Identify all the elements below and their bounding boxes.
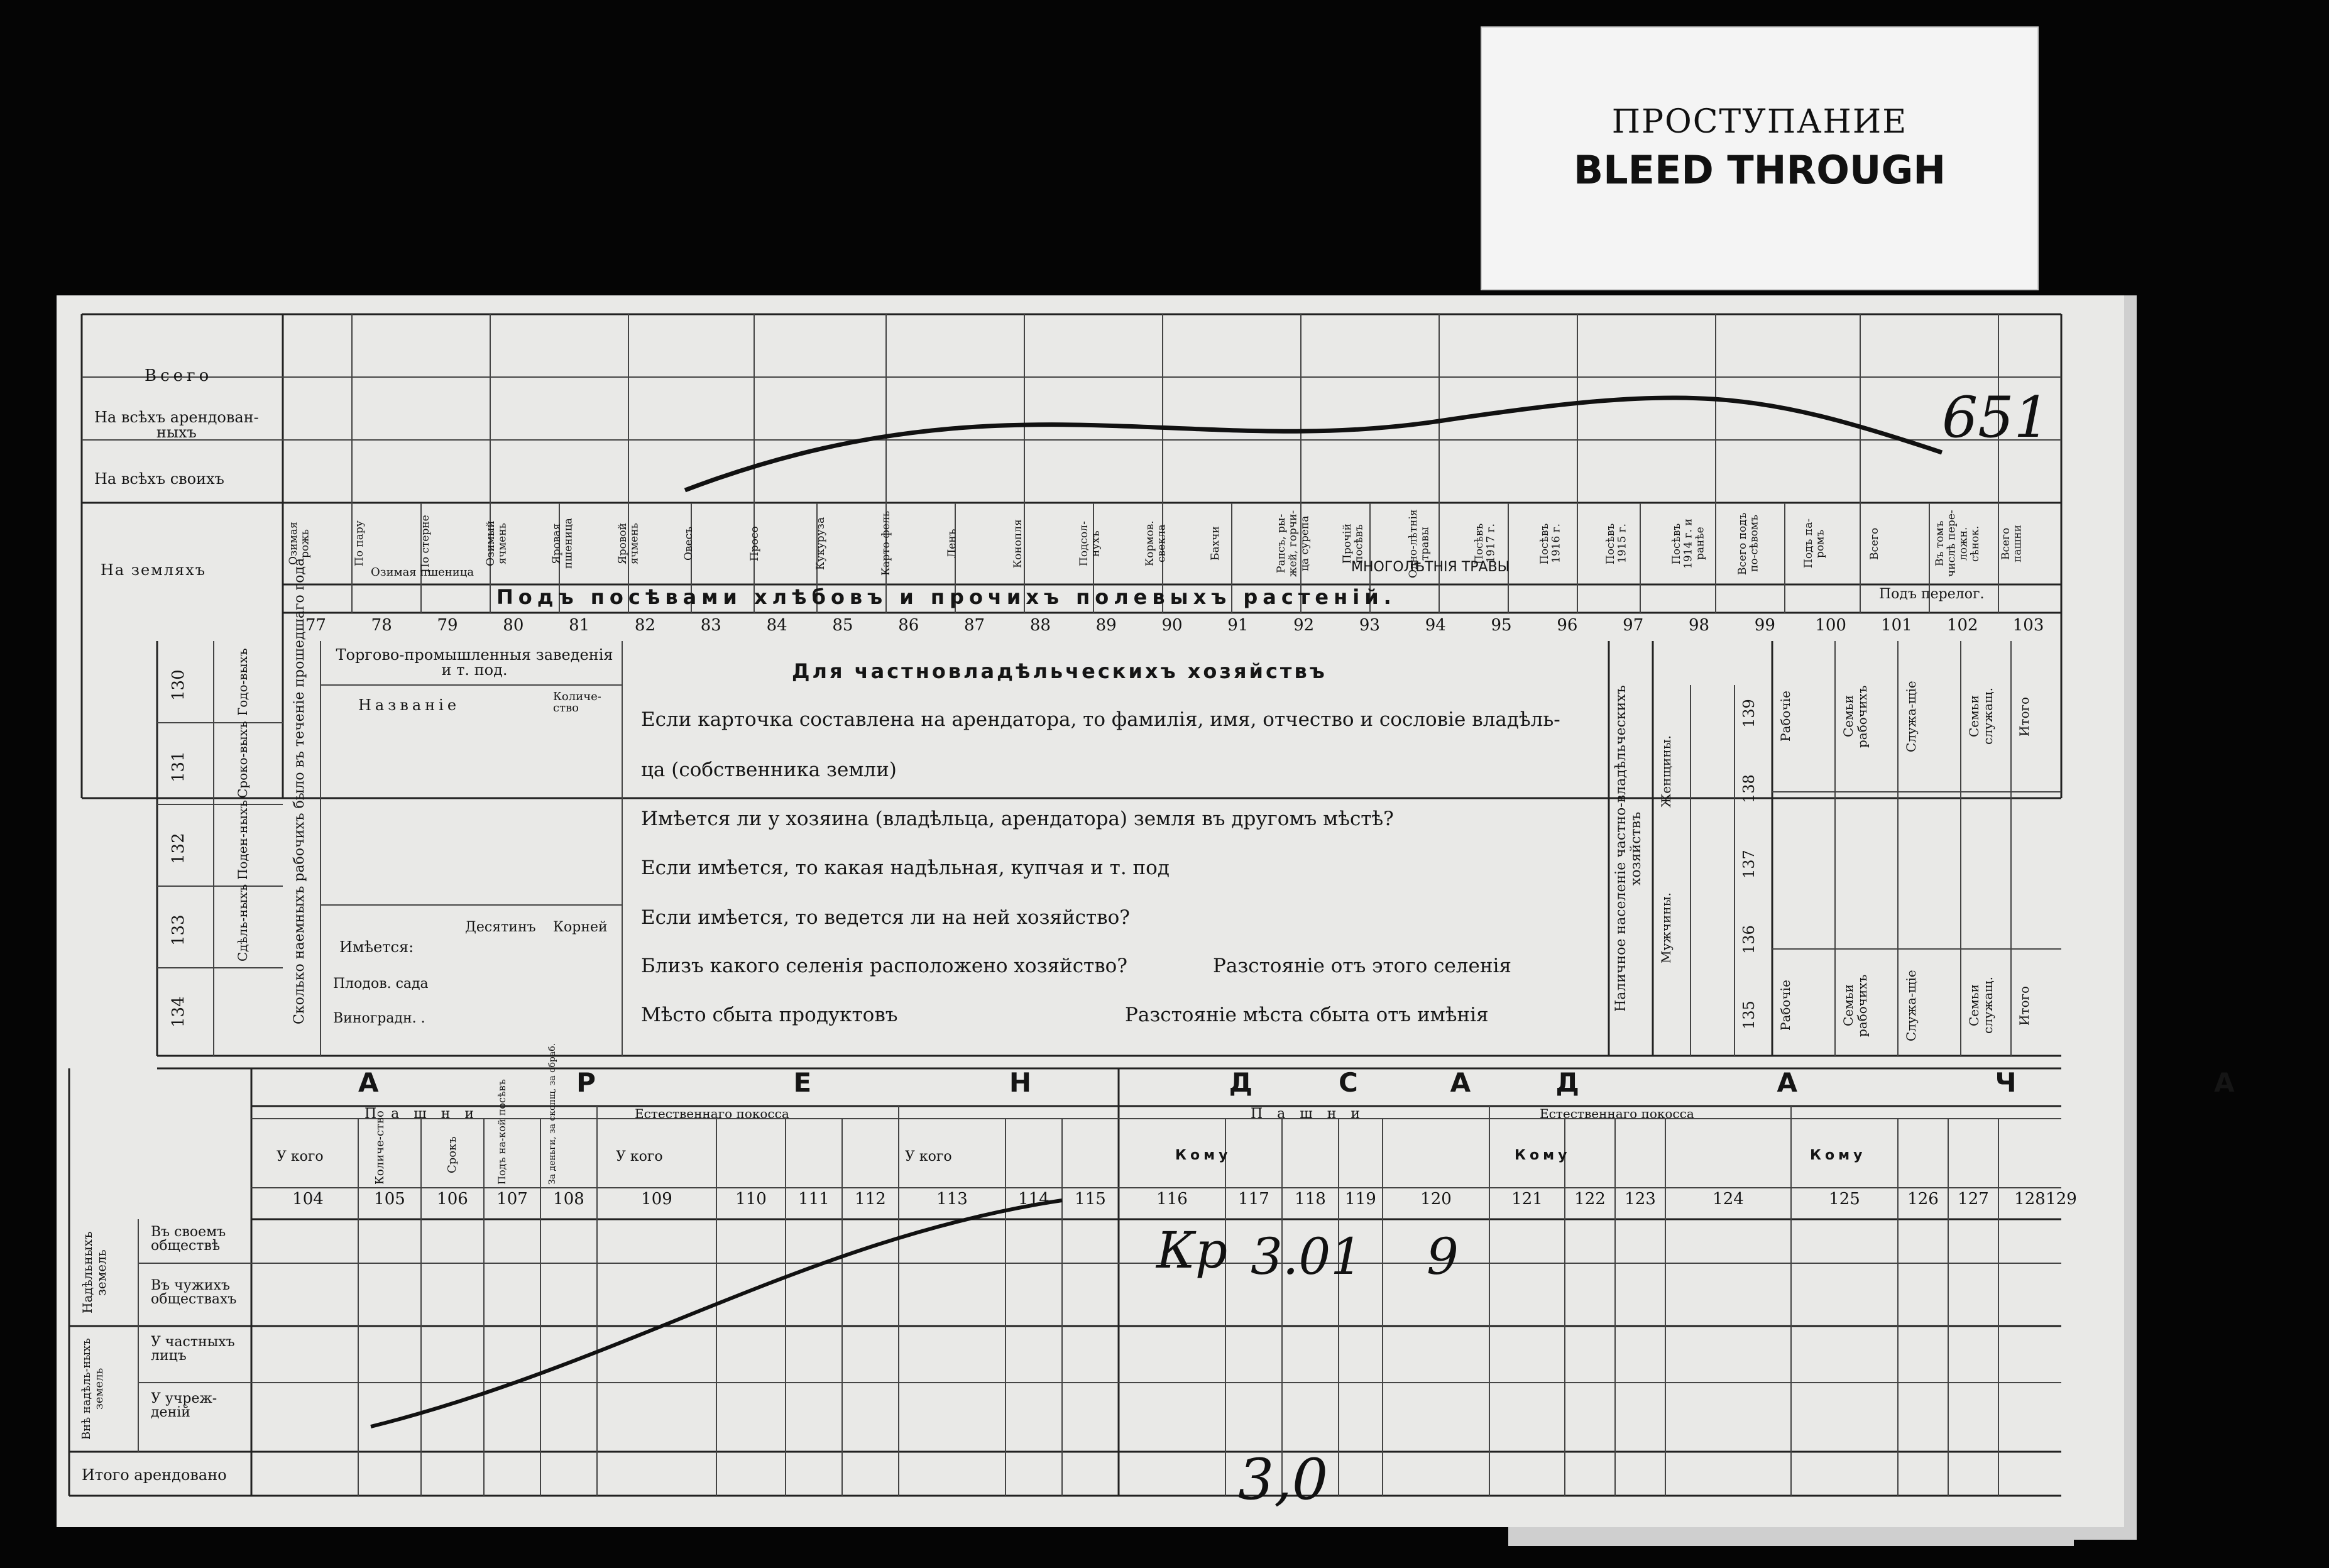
nalichnoe-number-136: 136: [1740, 925, 1758, 954]
crop-header-96: Посѣвъ 1916 г.: [1538, 523, 1564, 564]
label-vinogradn: Виноградн. .: [333, 1011, 425, 1026]
arenda-number-104: 104: [292, 1190, 324, 1209]
crop-number-96: 96: [1557, 616, 1578, 635]
label-desyatin: Десятинъ: [465, 919, 536, 935]
right-col-top-1: Рабочіе: [1778, 691, 1793, 742]
header-srok: Срокъ: [446, 1136, 459, 1173]
crop-header-94: Одно-лѣтнiя травы: [1406, 509, 1432, 578]
crop-number-87: 87: [964, 616, 985, 635]
crop-header-87: Ленъ: [946, 529, 959, 559]
crop-number-103: 103: [2012, 616, 2044, 635]
nalichnoe-number-135: 135: [1740, 1001, 1758, 1029]
right-col-top-2: Семьи рабочихъ: [1841, 685, 1870, 748]
private-line-5: Если имѣется, то ведется ли на ней хозяйство?: [641, 906, 1130, 929]
arenda-number-128: 128: [2014, 1190, 2046, 1209]
crop-header-83: Овесъ: [682, 527, 695, 561]
crop-number-82: 82: [634, 616, 656, 635]
arenda-number-126: 126: [1907, 1190, 1939, 1209]
crop-header-91: Бахчи: [1209, 526, 1222, 561]
arenda-number-118: 118: [1295, 1190, 1326, 1209]
header-u-kogo-1: У кого: [277, 1149, 324, 1165]
header-komu-2: Кому: [1515, 1148, 1571, 1163]
nalichnoe-title: Наличное населенiе частно-владѣльческихъ хозяйствъ: [1613, 685, 1645, 1012]
private-title: Для частновладѣльческихъ хозяйствъ: [792, 659, 1327, 683]
arenda-number-116: 116: [1156, 1190, 1188, 1209]
crop-header-78: По пару: [353, 520, 366, 567]
arenda-number-108: 108: [553, 1190, 584, 1209]
arenda-number-110: 110: [735, 1190, 767, 1209]
arenda-number-119: 119: [1345, 1190, 1376, 1209]
label-ozimaya-pshenitsa: Озимая пшеница: [371, 566, 474, 579]
crop-number-93: 93: [1359, 616, 1380, 635]
crop-header-80: Озимый ячмень: [485, 520, 510, 567]
private-line-3: Имѣется ли у хозяина (владѣльца, арендатора) земля въ другомъ мѣстѣ?: [641, 808, 1394, 830]
arenda-number-107: 107: [496, 1190, 528, 1209]
crop-header-88: Конопля: [1011, 519, 1024, 568]
crop-number-86: 86: [898, 616, 919, 635]
row-label-svoikh: На всѣхъ своихъ: [94, 470, 224, 488]
header-u-kogo-2: У кого: [616, 1149, 663, 1165]
arenda-title: А Р Е Н Д А: [358, 1067, 1565, 1098]
crop-header-93: Прочiй посѣвъ: [1341, 524, 1366, 564]
torgovo-nazvanie: Названiе: [358, 696, 461, 714]
private-line-6: Близъ какого селенiя расположено хозяйство?: [641, 955, 1127, 977]
crop-header-84: Просо: [748, 526, 761, 561]
arenda-number-112: 112: [855, 1190, 886, 1209]
crop-number-77: 77: [305, 616, 326, 635]
header-pod-nakoy: Подъ на-кой посѣвъ: [496, 1079, 508, 1185]
right-col-bottom-3: Служа-щіе: [1904, 970, 1919, 1041]
crop-number-99: 99: [1754, 616, 1775, 635]
row-label-vsego: Всего: [145, 366, 213, 385]
label-imeetsya: Имѣется:: [339, 938, 414, 956]
right-col-bottom-5: Итого: [2017, 985, 2032, 1026]
private-rasstoyanie-1: Разстоянiе отъ этого селенiя: [1213, 955, 1511, 977]
crop-number-91: 91: [1227, 616, 1249, 635]
crop-number-102: 102: [1946, 616, 1978, 635]
crop-header-79: По стерне: [419, 515, 432, 573]
right-col-bottom-2: Семьи рабочихъ: [1841, 974, 1870, 1037]
arenda-number-125: 125: [1829, 1190, 1860, 1209]
crop-number-90: 90: [1161, 616, 1183, 635]
label-pod-posevami: Подъ посѣвами хлѣбовъ и прочихъ полевыхъ растенiй.: [496, 585, 1396, 609]
crop-header-101: Всего: [1868, 527, 1881, 560]
crop-header-99: Всего подъ по-сѣвомъ: [1736, 512, 1761, 575]
arenda-number-120: 120: [1420, 1190, 1452, 1209]
crop-number-98: 98: [1688, 616, 1710, 635]
crop-header-102: Въ томъ числѣ пере-ложн. сѣнок.: [1934, 510, 1982, 578]
right-col-bottom-4: Семьи служащ.: [1966, 977, 1995, 1034]
private-rasstoyanie-2: Разстоянiе мѣста сбыта отъ имѣнiя: [1125, 1004, 1489, 1026]
handwritten-komu: Кр: [1156, 1221, 1228, 1280]
crop-header-82: Яровой ячмень: [616, 523, 641, 564]
arenda-number-113: 113: [936, 1190, 968, 1209]
arenda-number-109: 109: [641, 1190, 672, 1209]
crop-number-85: 85: [832, 616, 853, 635]
arenda-number-105: 105: [374, 1190, 405, 1209]
handwritten-itogo: 3,0: [1238, 1447, 1329, 1513]
label-zhenshchiny: Женщины.: [1658, 735, 1674, 808]
arenda-number-106: 106: [437, 1190, 468, 1209]
bleed-through-card: [1481, 26, 2039, 290]
crop-header-95: Посѣвъ 1917 г.: [1472, 523, 1498, 564]
card-label-ru: ПРОСТУПАНИЕ: [1611, 103, 1908, 141]
worker-type-label: Годо-выхъ: [235, 648, 250, 716]
crop-number-81: 81: [569, 616, 590, 635]
label-korney: Корней: [553, 919, 608, 935]
nalichnoe-number-139: 139: [1740, 699, 1758, 728]
sdacha-title: С Д А Ч А: [1339, 1067, 2329, 1098]
crop-number-101: 101: [1881, 616, 1912, 635]
nalichnoe-number-137: 137: [1740, 850, 1758, 879]
crop-header-86: Карто-фель: [880, 511, 893, 576]
crop-header-89: Подсол-нухъ: [1077, 521, 1102, 566]
arenda-number-129: 129: [2046, 1190, 2077, 1209]
worker-type-label: Сдѣль-ныхъ: [235, 884, 250, 962]
torgovo-title: Торгово-промышленныя заведенiя и т. под.: [336, 646, 613, 679]
crop-header-77: Озимая рожь: [287, 522, 312, 566]
sdacha-estestv: Естественнаго покосса: [1540, 1106, 1694, 1121]
right-col-top-5: Итого: [2017, 696, 2032, 737]
ink-strike-curve-top: [685, 398, 1942, 490]
row-u-chastnykh: У частныхъ лицъ: [151, 1334, 235, 1364]
arenda-number-121: 121: [1511, 1190, 1543, 1209]
crop-header-81: Яровая пшеница: [551, 518, 575, 569]
crop-number-83: 83: [700, 616, 721, 635]
crop-header-98: Посѣвъ 1914 г. и ранѣе: [1670, 518, 1707, 569]
crop-header-85: Кукуруза: [814, 517, 827, 571]
row-label-zemlyakh: На земляхъ: [101, 561, 207, 579]
crop-number-80: 80: [503, 616, 524, 635]
crop-number-97: 97: [1623, 616, 1644, 635]
crop-header-92: Рапсъ, ры-жей, горчи-ца сурепа: [1275, 510, 1312, 578]
crop-number-95: 95: [1491, 616, 1512, 635]
worker-type-label: Сроко-выхъ: [235, 721, 250, 798]
handwritten-page-number: 651: [1942, 385, 2050, 451]
arenda-number-123: 123: [1625, 1190, 1656, 1209]
label-muzhchiny: Мужчины.: [1658, 892, 1674, 963]
worker-type-number: 133: [169, 914, 188, 946]
crop-number-100: 100: [1815, 616, 1846, 635]
worker-type-label: Поден-ныхъ: [235, 800, 250, 880]
crop-header-97: Посѣвъ 1915 г.: [1604, 523, 1629, 564]
crop-number-84: 84: [766, 616, 787, 635]
right-col-bottom-1: Рабочіе: [1778, 980, 1793, 1031]
arenda-number-127: 127: [1958, 1190, 1989, 1209]
crop-number-94: 94: [1425, 616, 1446, 635]
sdacha-pashni: П а ш н и: [1251, 1106, 1366, 1122]
row-v-svoem: Въ своемъ обществѣ: [151, 1224, 226, 1254]
label-pod-perelog: Подъ перелог.: [1879, 586, 1985, 602]
header-kolichestvo: Количе-ство: [373, 1110, 386, 1185]
header-u-kogo-3: У кого: [905, 1149, 952, 1165]
worker-type-number: 130: [169, 669, 188, 701]
private-line-7: Мѣсто сбыта продуктовъ: [641, 1004, 898, 1026]
header-komu-3: Кому: [1810, 1148, 1866, 1163]
private-line-2: ца (собственника земли): [641, 759, 897, 781]
header-komu-1: Кому: [1175, 1148, 1232, 1163]
arenda-number-114: 114: [1018, 1190, 1049, 1209]
label-mnogoletnie: МНОГОЛѢТНIЯ ТРАВЫ: [1351, 559, 1510, 575]
row-nadelnykh: Надѣльныхъ земель: [80, 1231, 109, 1314]
worker-type-number: 134: [169, 996, 188, 1028]
private-line-4: Если имѣется, то какая надѣльная, купчая и т. под: [641, 857, 1170, 879]
header-za-dengi: За деньги, за скопщ, за обраб.: [547, 1043, 557, 1185]
crop-number-89: 89: [1095, 616, 1117, 635]
crop-header-100: Подъ па-ромъ: [1802, 518, 1827, 569]
worker-type-number: 132: [169, 833, 188, 864]
arenda-number-115: 115: [1075, 1190, 1106, 1209]
crop-header-103: Всего пашни: [2000, 525, 2024, 562]
row-label-arendovannykh: На всѣхъ арендован- ныхъ: [94, 408, 259, 441]
arenda-number-122: 122: [1574, 1190, 1606, 1209]
arenda-number-124: 124: [1712, 1190, 1744, 1209]
right-col-top-3: Служа-щіе: [1904, 681, 1919, 752]
card-label-en: BLEED THROUGH: [1573, 147, 1946, 193]
private-line-1: Если карточка составлена на арендатора, то фамилiя, имя, отчество и сословiе владѣль-: [641, 708, 1560, 731]
crop-number-78: 78: [371, 616, 392, 635]
worker-type-number: 131: [169, 751, 188, 782]
arenda-estestv-1: Естественнаго покосса: [635, 1106, 789, 1121]
torgovo-kolichestvo: Количе-ство: [553, 690, 601, 715]
arenda-number-117: 117: [1238, 1190, 1269, 1209]
crop-number-88: 88: [1029, 616, 1051, 635]
handwritten-srok: 9: [1427, 1227, 1459, 1286]
right-col-top-4: Семьи служащ.: [1966, 688, 1995, 745]
row-vne-nadelnykh: Внѣ надѣль-ныхъ земель: [80, 1338, 106, 1440]
label-plodov-sada: Плодов. сада: [333, 976, 429, 992]
row-itogo: Итого арендовано: [82, 1466, 227, 1484]
crop-number-79: 79: [437, 616, 458, 635]
row-u-uchrezhd: У учреж-денiй: [151, 1391, 217, 1420]
label-skolko-naemnykh: Сколько наемныхъ рабочихъ было въ теченiе прошедшаго года: [292, 557, 307, 1024]
crop-number-92: 92: [1293, 616, 1315, 635]
census-form-sheet: [57, 295, 2329, 1527]
arenda-pashni: П а ш н и: [364, 1106, 480, 1122]
row-v-chuzhikh: Въ чужихъ обществахъ: [151, 1278, 237, 1307]
nalichnoe-number-138: 138: [1740, 774, 1758, 803]
handwritten-quantity: 3.01: [1251, 1227, 1363, 1286]
arenda-number-111: 111: [798, 1190, 830, 1209]
crop-header-90: Кормов. свекла: [1143, 520, 1168, 567]
